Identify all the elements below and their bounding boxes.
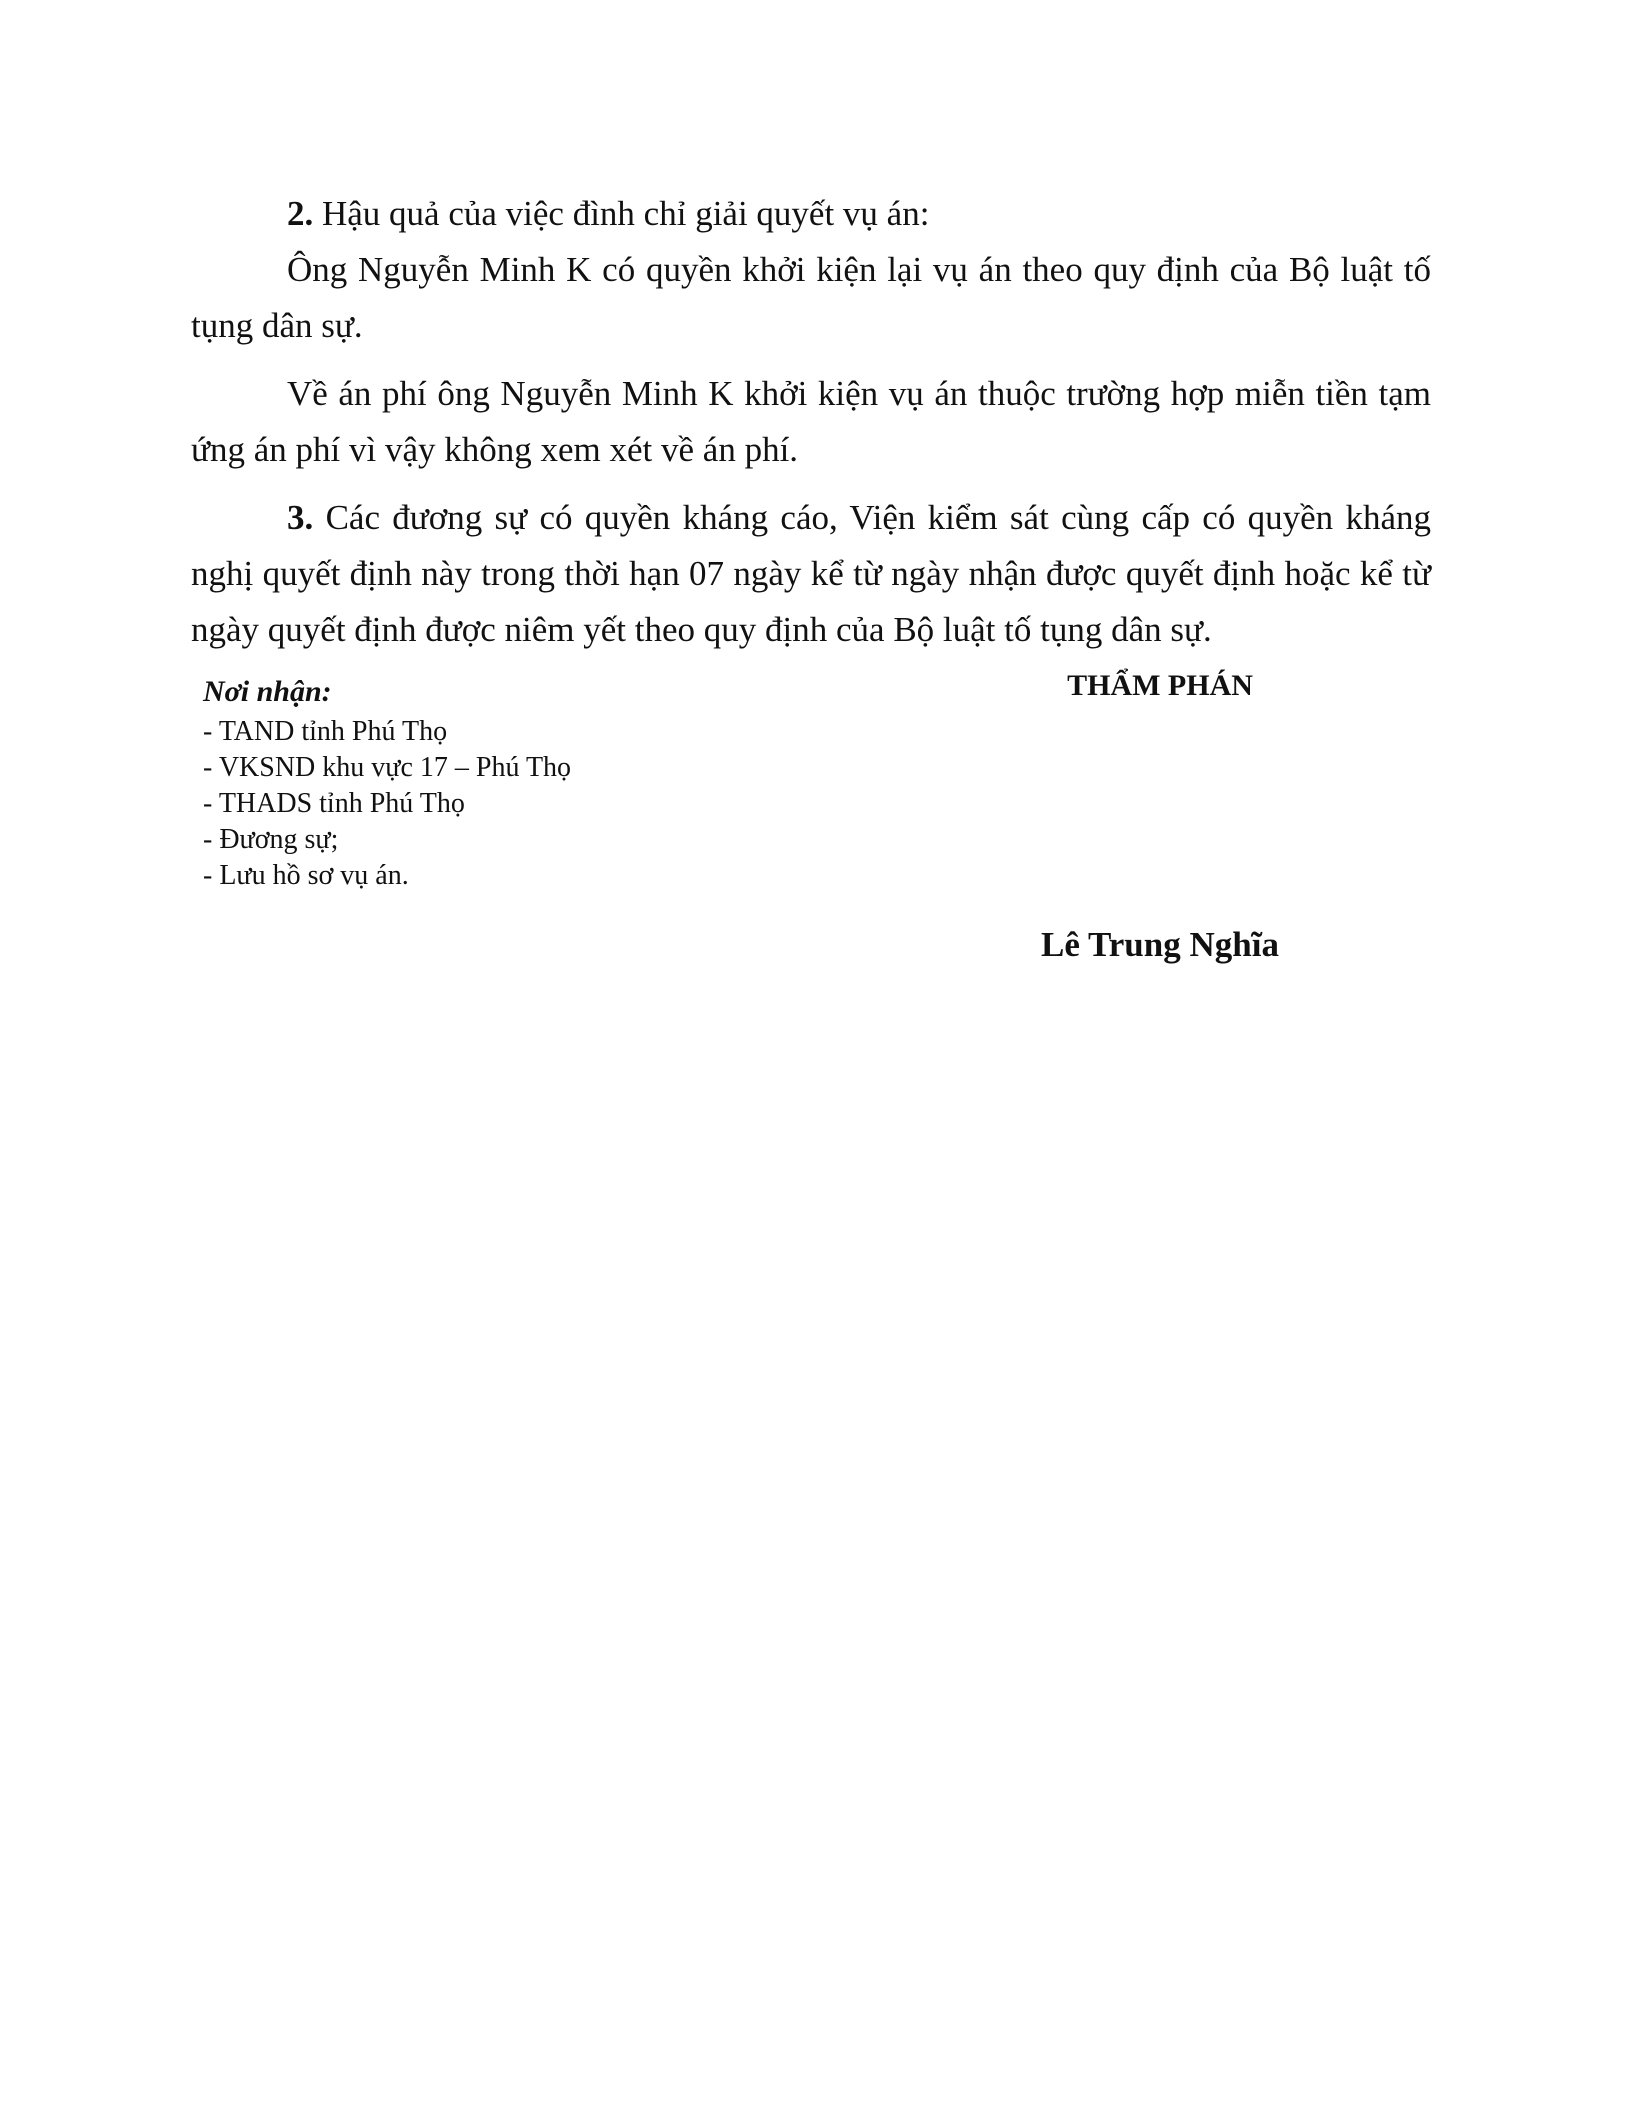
paragraph-right-to-resue: Ông Nguyễn Minh K có quyền khởi kiện lại vụ án theo quy định của Bộ luật tố tụng dân sự. [191, 250, 1431, 345]
signature-block [1000, 664, 1320, 708]
recipient-item: - Đương sự; [203, 824, 339, 855]
paragraph-court-fee: Về án phí ông Nguyễn Minh K khởi kiện vụ án thuộc trường hợp miễn tiền tạm ứng án phí vì vậy không xem xét về án phí. [191, 374, 1431, 469]
item-2-number: 2. [287, 194, 314, 233]
recipient-item: - THADS tỉnh Phú Thọ [203, 788, 465, 819]
recipients-block [203, 672, 763, 894]
item-2-heading [191, 186, 1431, 242]
recipient-item: - TAND tỉnh Phú Thọ [203, 716, 448, 747]
item-3-number: 3. [287, 498, 314, 537]
recipient-item: - Lưu hồ sơ vụ án. [203, 860, 409, 891]
document-body [191, 186, 1431, 658]
item-2-heading-text: Hậu quả của việc đình chỉ giải quyết vụ án: [322, 194, 930, 233]
signer-name: Lê Trung Nghĩa [1041, 925, 1279, 964]
recipients-title: Nơi nhận: [203, 675, 332, 708]
signer-title: THẨM PHÁN [1067, 669, 1253, 702]
item-3-text: Các đương sự có quyền kháng cáo, Viện kiểm sát cùng cấp có quyền kháng nghị quyết định này trong thời hạn 07 ngày kể từ ngày nhận được quyết định hoặc kể từ ngày quyết định được niêm yết theo quy định của Bộ luật tố tụng dân sự. [191, 498, 1432, 649]
recipient-item: - VKSND khu vực 17 – Phú Thọ [203, 752, 572, 783]
item-3-paragraph [191, 490, 1431, 658]
recipient-list [203, 714, 763, 894]
